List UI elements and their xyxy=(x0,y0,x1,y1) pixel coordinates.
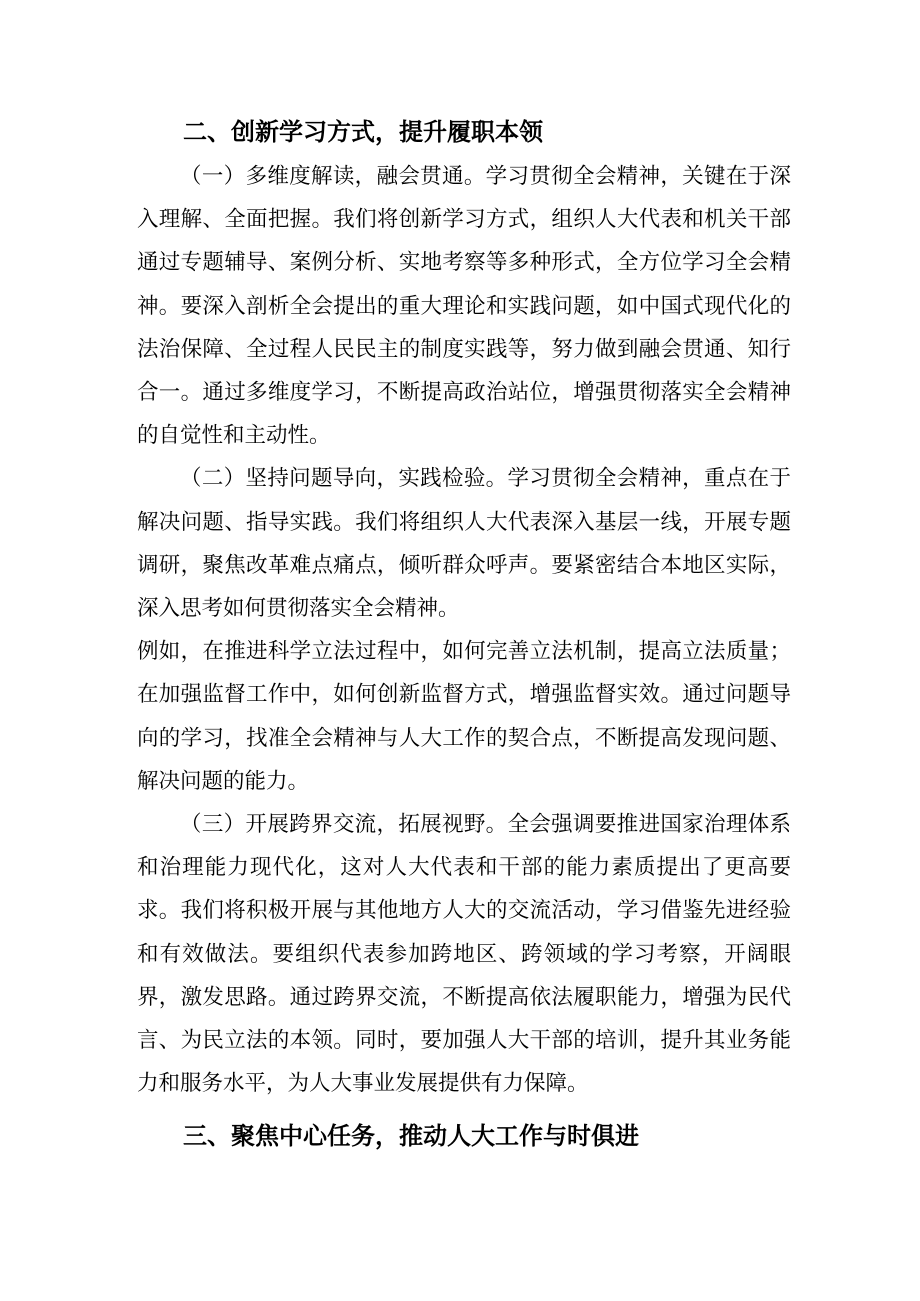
paragraph-2: （二）坚持问题导向，实践检验。学习贯彻全会精神，重点在于解决问题、指导实践。我们将组织人大代表深入基层一线，开展专题调研，聚焦改革难点痛点，倾听群众呼声。要紧密结合本地区实际，深入思考如何贯彻落实全会精神。 xyxy=(137,466,791,622)
section-heading-3: 三、聚焦中心任务，推动人大工作与时俱进 xyxy=(183,1122,639,1151)
paragraph-4: （三）开展跨界交流，拓展视野。全会强调要推进国家治理体系和治理能力现代化，这对人大代表和干部的能力素质提出了更高要求。我们将积极开展与其他地方人大的交流活动，学习借鉴先进经验和有效做法。要组织代表参加跨地区、跨领域的学习考察，开阔眼界，激发思路。通过跨界交流，不断提高依法履职能力，增强为民代言、为民立法的本领。同时，要加强人大干部的培训，提升其业务能力和服务水平，为人大事业发展提供有力保障。 xyxy=(137,812,791,1097)
paragraph-1: （一）多维度解读，融会贯通。学习贯彻全会精神，关键在于深入理解、全面把握。我们将创新学习方式，组织人大代表和机关干部通过专题辅导、案例分析、实地考察等多种形式，全方位学习全会精神。要深入剖析全会提出的重大理论和实践问题，如中国式现代化的法治保障、全过程人民民主的制度实践等，努力做到融会贯通、知行合一。通过多维度学习，不断提高政治站位，增强贯彻落实全会精神的自觉性和主动性。 xyxy=(137,164,791,449)
section-heading-2: 二、创新学习方式，提升履职本领 xyxy=(183,118,543,146)
paragraph-3: 例如，在推进科学立法过程中，如何完善立法机制，提高立法质量；在加强监督工作中，如何创新监督方式，增强监督实效。通过问题导向的学习，找准全会精神与人大工作的契合点，不断提高发现问题、解决问题的能力。 xyxy=(137,639,791,794)
document-body xyxy=(137,113,791,1159)
